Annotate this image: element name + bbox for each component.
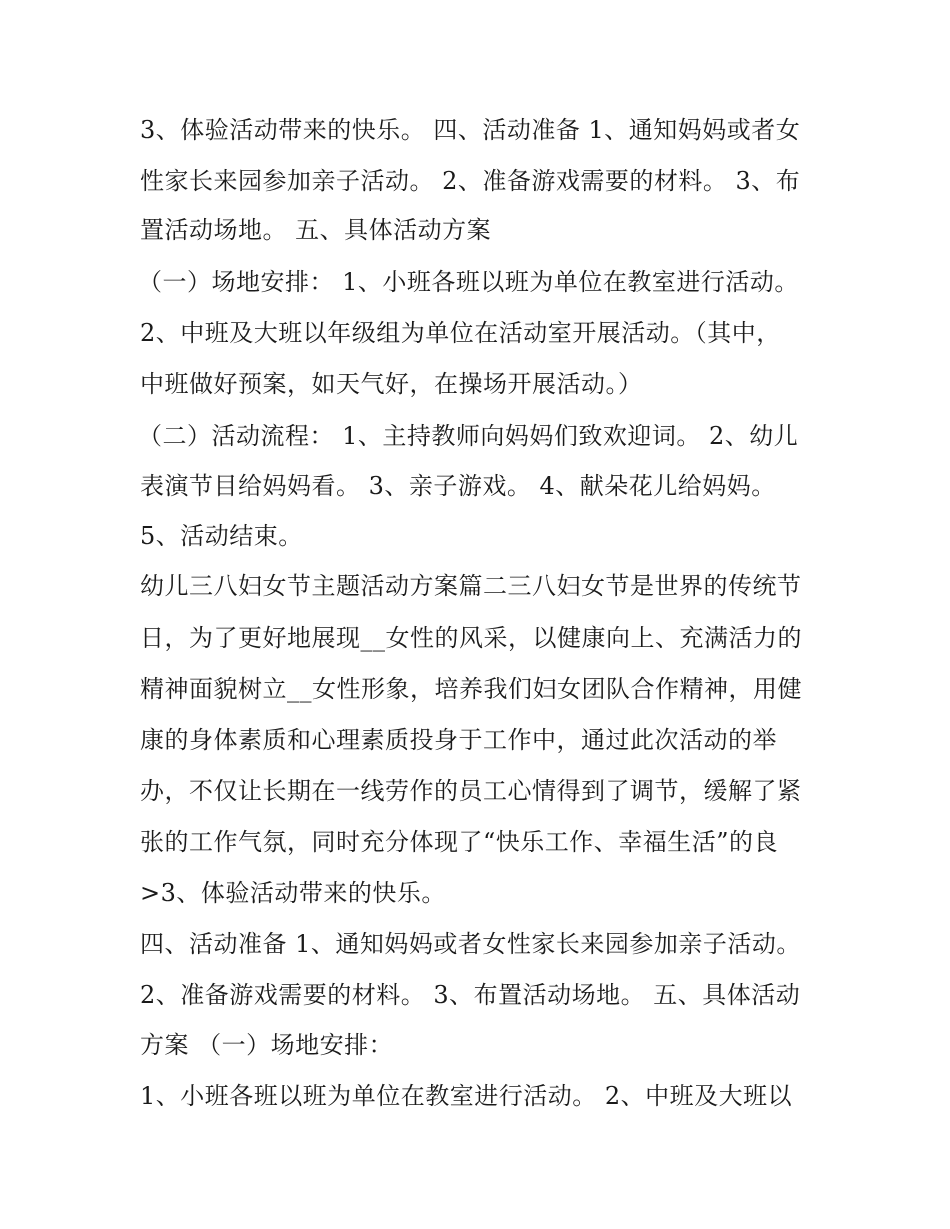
text-line: 办，不仅让长期在一线劳作的员工心情得到了调节，缓解了紧 [140, 777, 802, 805]
text-line: 精神面貌树立__女性形象，培养我们妇女团队合作精神，用健 [140, 675, 802, 703]
text-line: 5、活动结束。 [140, 522, 303, 550]
text-line: 四、活动准备 1、通知妈妈或者女性家长来园参加亲子活动。 [140, 930, 801, 958]
text-line: 康的身体素质和心理素质投身于工作中，通过此次活动的举 [140, 726, 777, 754]
text-line: 置活动场地。 五、具体活动方案 [140, 216, 492, 244]
text-line: 2、中班及大班以年级组为单位在活动室开展活动。（其中， [140, 319, 781, 347]
text-line: 性家长来园参加亲子活动。 2、准备游戏需要的材料。 3、布 [140, 167, 801, 195]
text-line: 幼儿三八妇女节主题活动方案篇二三八妇女节是世界的传统节 [140, 572, 802, 600]
text-line: 中班做好预案，如天气好，在操场开展活动。） [140, 370, 643, 398]
text-line: 方案 （一）场地安排： [140, 1031, 394, 1059]
text-line: 2、准备游戏需要的材料。 3、布置活动场地。 五、具体活动 [140, 981, 801, 1009]
text-line: >3、体验活动带来的快乐。 [140, 879, 446, 907]
text-line: （一）场地安排： 1、小班各班以班为单位在教室进行活动。 [138, 268, 799, 296]
text-line: （二）活动流程： 1、主持教师向妈妈们致欢迎词。 2、幼儿 [138, 422, 799, 450]
text-line: 3、体验活动带来的快乐。 四、活动准备 1、通知妈妈或者女 [140, 116, 801, 144]
text-line: 张的工作气氛，同时充分体现了“快乐工作、幸福生活”的良 [140, 828, 779, 856]
text-line: 日，为了更好地展现__女性的风采，以健康向上、充满活力的 [140, 624, 802, 652]
text-line: 1、小班各班以班为单位在教室进行活动。 2、中班及大班以 [140, 1082, 793, 1110]
text-line: 表演节目给妈妈看。 3、亲子游戏。 4、献朵花儿给妈妈。 [140, 472, 776, 500]
